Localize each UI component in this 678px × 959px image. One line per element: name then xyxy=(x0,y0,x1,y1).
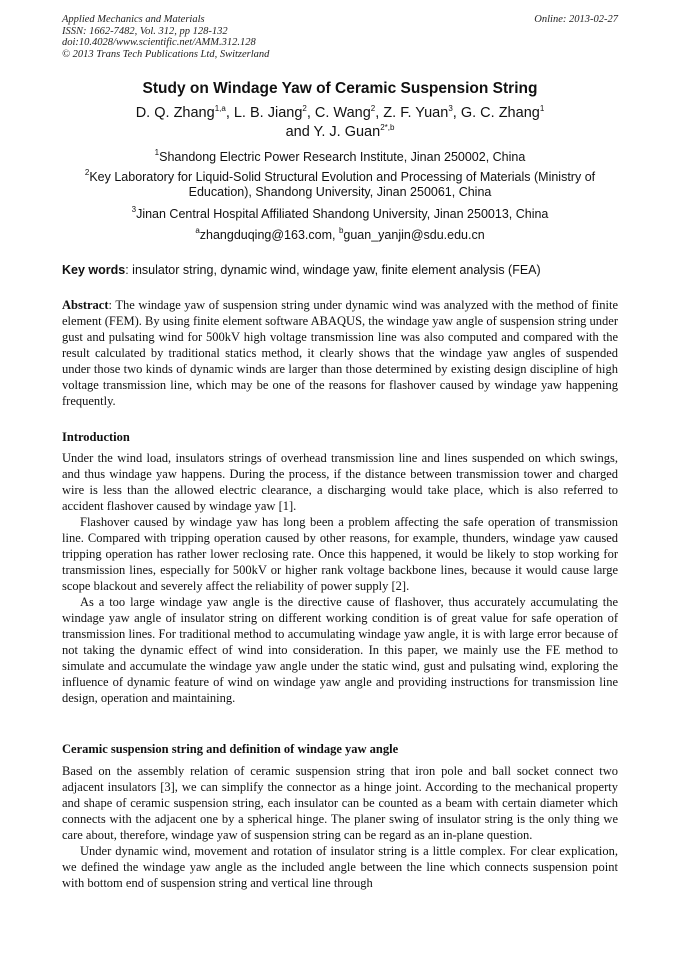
affiliation-1 xyxy=(62,150,618,165)
affiliation-mark: 1 xyxy=(154,148,160,157)
author-name: and Y. J. Guan xyxy=(285,124,381,140)
abstract-text: : The windage yaw of suspension string under dynamic wind was analyzed with the method of finite element (FEM). By using finite element software ABAQUS, the windage yaw angle of suspension string under gust and pulsating wind for 500kV high voltage transmission line was also computed and compared with the result calculated by traditional statics method, it clearly shows that the windage yaw angles of suspended under those two kinds of dynamic winds are larger than those determined by existing design discipline of high voltage transmission line, which may be one of the reasons for flashover caused by windage yaw happening frequently. xyxy=(62,298,618,408)
author-list xyxy=(62,104,618,142)
affiliation-2 xyxy=(80,170,600,200)
paragraph: As a too large windage yaw angle is the directive cause of flashover, thus accurately accumulating the windage yaw angle of insulator string on different working condition is of great value for safe operation of transmission lines. For traditional method to accumulating windage yaw angle, it is with large error because of not taking the dynamic effect of wind into consideration. In this paper, we mainly use the FE method to simulate and accumulate the windage yaw angle under the static wind, gust and pulsating wind, exploring the influence of dynamic feature of wind on windage yaw angle and providing instructions for transmission line design, operation and maintaining. xyxy=(62,595,618,705)
introduction-heading: Introduction xyxy=(62,430,130,444)
email-mark: b xyxy=(338,226,344,235)
paragraph: Based on the assembly relation of ceramic suspension string that iron pole and ball socket connect two adjacent insulators [3], we can simplify the connector as a hinge joint. According to the mechanical property and shape of ceramic suspension string, each insulator can be counted as a beam with certain diameter which connects with the adjacent one by a spherical hinge. The planer swing of insulator string is the only thing we care about, therefore, windage yaw of suspension string can be regard as an in-plane question. xyxy=(62,764,618,842)
paragraph: Flashover caused by windage yaw has long been a problem affecting the safe operation of transmission line. Compared with tripping operation caused by other reasons, for example, thunders, windage yaw caused tripping operation has rather lower reclosing rate. Once this happened, it would be likely to stop working for transmission lines, especially for 500kV or higher rank voltage backbone lines, because it would cause large scope blackout and severely affect the reliability of power supply [2]. xyxy=(62,515,618,593)
affiliation-mark: 3 xyxy=(131,205,137,214)
keywords-line xyxy=(62,263,618,277)
affiliation-text: Jinan Central Hospital Affiliated Shandong University, Jinan 250013, China xyxy=(136,207,549,221)
abstract-label: Abstract xyxy=(62,298,109,312)
journal-name: Applied Mechanics and Materials xyxy=(62,14,205,25)
author-affiliation-mark: 1 xyxy=(539,104,545,113)
author-name: , C. Wang xyxy=(306,105,371,121)
author-name: , L. B. Jiang xyxy=(225,105,303,121)
affiliation-3 xyxy=(62,207,618,222)
email-mark: a xyxy=(195,226,200,235)
author-affiliation-mark: 3 xyxy=(448,104,453,113)
abstract-block xyxy=(62,297,618,409)
introduction-body xyxy=(62,450,618,706)
doi-line: doi:10.4028/www.scientific.net/AMM.312.128 xyxy=(62,37,256,48)
paragraph: Under the wind load, insulators strings of overhead transmission line and lines suspended on which swings, and thus windage yaw happens. During the process, if the distance between transmission tower and charged wire is less than the allowed electric clearance, a discharging would take place, which is also referred to accident flashover caused by windage yaw [1]. xyxy=(62,451,618,513)
issn-line: ISSN: 1662-7482, Vol. 312, pp 128-132 xyxy=(62,25,228,37)
keywords-label: Key words xyxy=(62,263,126,277)
author-affiliation-mark: 1,a xyxy=(214,104,226,113)
affiliation-mark: 2 xyxy=(84,168,90,177)
copyright-line: © 2013 Trans Tech Publications Ltd, Switzerland xyxy=(62,48,270,60)
journal-header xyxy=(62,14,618,60)
paper-title: Study on Windage Yaw of Ceramic Suspension String xyxy=(142,80,538,97)
paragraph: Under dynamic wind, movement and rotation of insulator string is a little complex. For clear explication, we defined the windage yaw angle as the included angle between the line which connects suspension point with bottom end of suspension string and vertical line through xyxy=(62,844,618,890)
author-affiliation-mark: 2*,b xyxy=(380,123,395,132)
section-heading: Ceramic suspension string and definition of windage yaw angle xyxy=(62,742,399,756)
author-name: D. Q. Zhang xyxy=(135,105,215,121)
keywords-text: : insulator string, dynamic wind, windage yaw, finite element analysis (FEA) xyxy=(125,263,541,277)
author-affiliation-mark: 2 xyxy=(370,104,376,113)
affiliation-text: Key Laboratory for Liquid-Solid Structural Evolution and Processing of Materials (Ministry of Education), Shandong University, Jinan 250061, China xyxy=(89,170,596,199)
author-affiliation-mark: 2 xyxy=(302,104,307,113)
email-address: zhangduqing@163.com, xyxy=(199,228,339,242)
affiliation-text: Shandong Electric Power Research Institute, Jinan 250002, China xyxy=(159,150,526,164)
author-name: , Z. F. Yuan xyxy=(375,105,449,121)
email-line xyxy=(62,228,618,243)
email-address: guan_yanjin@sdu.edu.cn xyxy=(343,228,485,242)
author-name: , G. C. Zhang xyxy=(452,105,540,121)
online-date: Online: 2013-02-27 xyxy=(534,14,618,25)
section-body xyxy=(62,763,618,891)
